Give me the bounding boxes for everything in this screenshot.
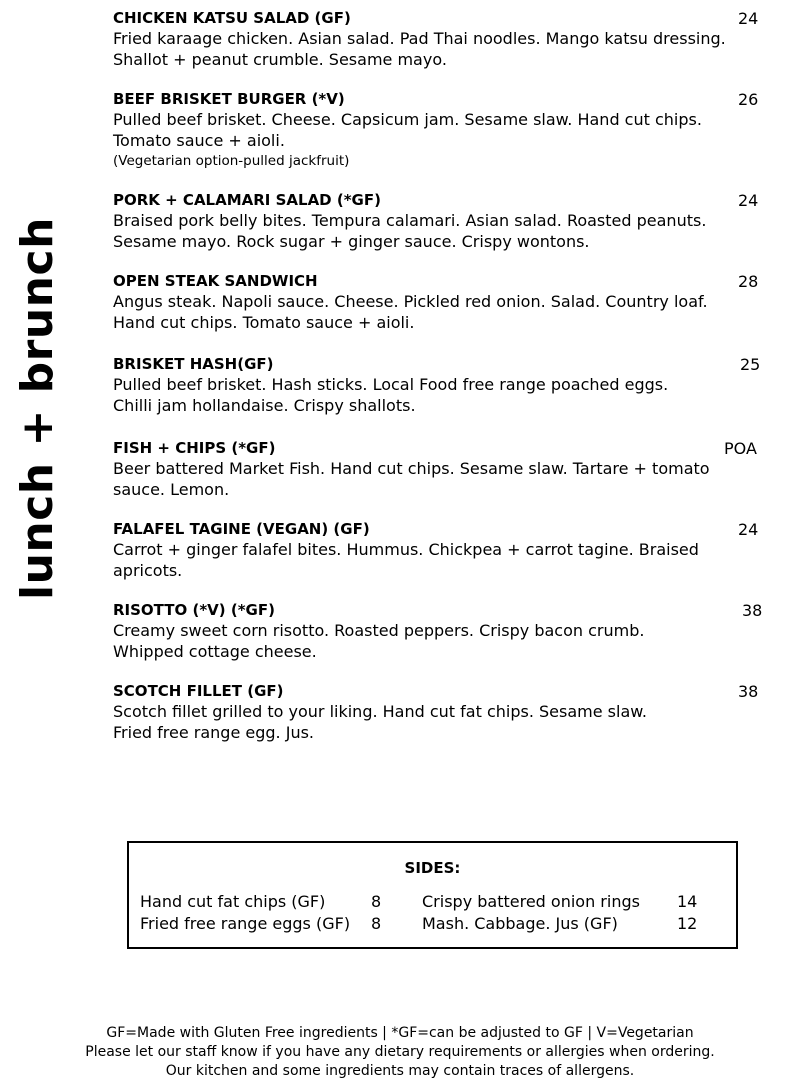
item-name: SCOTCH FILLET (GF) <box>113 682 284 700</box>
item-price: 24 <box>738 9 759 28</box>
side-name: Crispy battered onion rings <box>422 892 640 911</box>
menu-item <box>113 355 773 416</box>
item-description: Beer battered Market Fish. Hand cut chips. Sesame slaw. Tartare + tomato sauce. Lemon. <box>113 459 710 499</box>
side-price: 8 <box>371 892 382 911</box>
item-description: Pulled beef brisket. Cheese. Capsicum jam. Sesame slaw. Hand cut chips. Tomato sauce + aioli. <box>113 110 702 150</box>
sides-title: SIDES: <box>404 859 461 877</box>
side-name: Hand cut fat chips (GF) <box>140 892 326 911</box>
item-name: BEEF BRISKET BURGER (*V) <box>113 90 345 108</box>
menu-item <box>113 601 773 662</box>
item-price: POA <box>724 439 757 458</box>
menu-item <box>113 520 773 581</box>
item-description: Carrot + ginger falafel bites. Hummus. Chickpea + carrot tagine. Braised apricots. <box>113 540 699 580</box>
item-price: 28 <box>738 272 759 291</box>
side-name: Mash. Cabbage. Jus (GF) <box>422 914 618 933</box>
dietary-footer <box>0 1024 800 1081</box>
sides-right-column <box>422 891 712 935</box>
item-name: RISOTTO (*V) (*GF) <box>113 601 275 619</box>
item-price: 24 <box>738 191 759 210</box>
item-note: (Vegetarian option-pulled jackfruit) <box>113 153 350 169</box>
sides-left-column <box>140 891 385 935</box>
menu-item <box>113 191 773 252</box>
side-price: 14 <box>677 892 698 911</box>
item-name: OPEN STEAK SANDWICH <box>113 272 318 290</box>
side-price: 12 <box>677 914 698 933</box>
side-price: 8 <box>371 914 382 933</box>
side-name: Fried free range eggs (GF) <box>140 914 351 933</box>
item-name: FALAFEL TAGINE (VEGAN) (GF) <box>113 520 370 538</box>
item-name: BRISKET HASH(GF) <box>113 355 274 373</box>
side-item <box>140 913 385 935</box>
item-price: 25 <box>740 355 761 374</box>
item-description: Fried karaage chicken. Asian salad. Pad Thai noodles. Mango katsu dressing. Shallot + peanut crumble. Sesame mayo. <box>113 29 726 69</box>
menu-item <box>113 682 773 743</box>
menu-item <box>113 272 773 333</box>
item-price: 26 <box>738 90 759 109</box>
menu-item <box>113 90 773 171</box>
side-item <box>422 913 712 935</box>
menu-item <box>113 9 773 70</box>
sides-box <box>127 841 738 949</box>
item-description: Braised pork belly bites. Tempura calamari. Asian salad. Roasted peanuts. Sesame mayo. Rock sugar + ginger sauce. Crispy wontons. <box>113 211 707 251</box>
item-price: 38 <box>742 601 763 620</box>
item-description: Creamy sweet corn risotto. Roasted peppers. Crispy bacon crumb. Whipped cottage cheese. <box>113 621 645 661</box>
side-item <box>140 891 385 913</box>
footer-line: Please let our staff know if you have any dietary requirements or allergies when ordering. <box>85 1044 715 1060</box>
item-price: 38 <box>738 682 759 701</box>
item-price: 24 <box>738 520 759 539</box>
item-description: Scotch fillet grilled to your liking. Hand cut fat chips. Sesame slaw. Fried free range egg. Jus. <box>113 702 647 742</box>
menu-item <box>113 439 773 500</box>
item-name: FISH + CHIPS (*GF) <box>113 439 276 457</box>
item-description: Pulled beef brisket. Hash sticks. Local Food free range poached eggs. Chilli jam hollandaise. Crispy shallots. <box>113 375 669 415</box>
footer-line: GF=Made with Gluten Free ingredients | *GF=can be adjusted to GF | V=Vegetarian <box>106 1025 694 1041</box>
menu-items <box>113 9 773 763</box>
item-name: CHICKEN KATSU SALAD (GF) <box>113 9 351 27</box>
item-name: PORK + CALAMARI SALAD (*GF) <box>113 191 381 209</box>
footer-line: Our kitchen and some ingredients may contain traces of allergens. <box>165 1063 635 1079</box>
item-description: Angus steak. Napoli sauce. Cheese. Pickled red onion. Salad. Country loaf. Hand cut chips. Tomato sauce + aioli. <box>113 292 708 332</box>
side-item <box>422 891 712 913</box>
section-title: lunch + brunch <box>12 217 63 600</box>
